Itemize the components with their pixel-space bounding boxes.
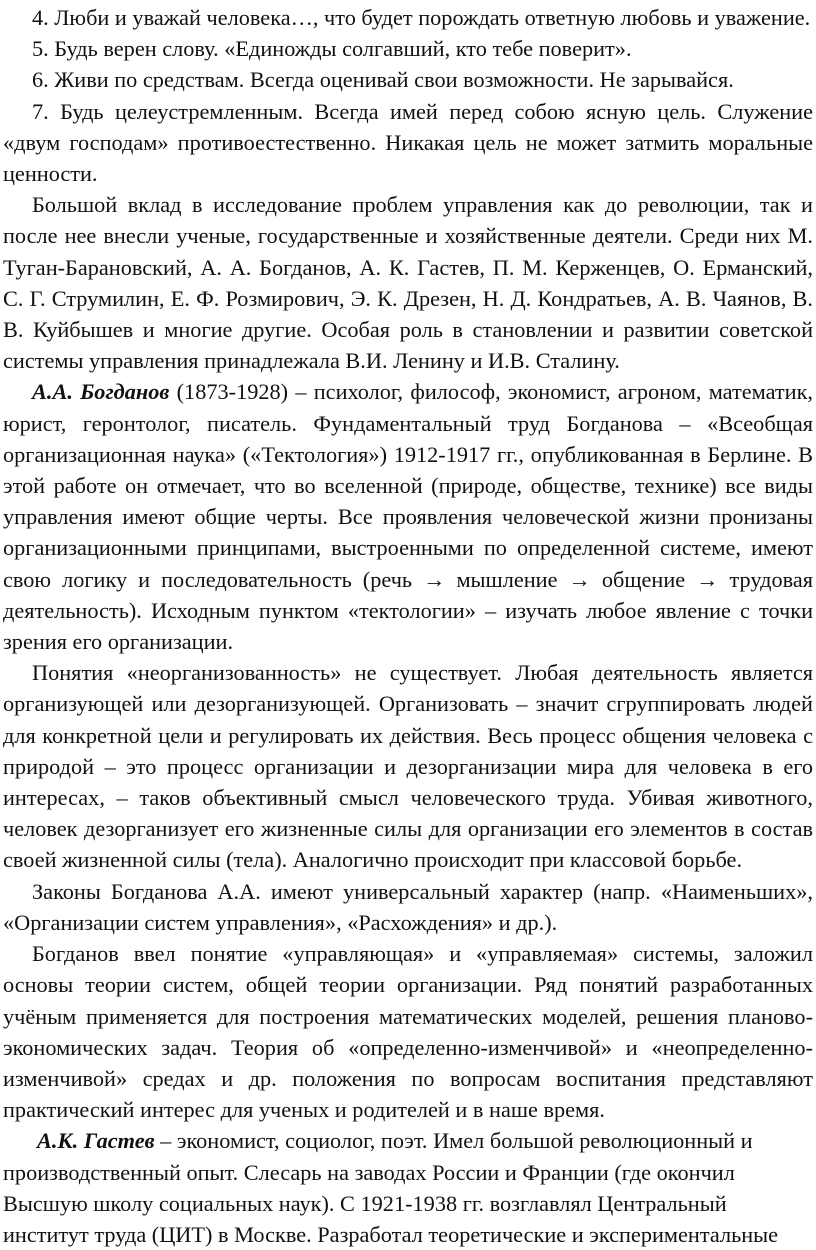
systems-paragraph: Богданов ввел понятие «управляющая» и «управляемая» системы, заложил основы теории систем, общей теории организации. Ряд понятий разработанных учёным применяется для построения математических моделей, решения планово-экономических задач. Теория об «определенно-изменчивой» и «неопределенно-изменчивой» средах и др. положения по вопросам воспитания представляют практический интерес для ученых и родителей и в наше время.	[3, 941, 813, 1123]
laws-paragraph: Законы Богданова А.А. имеют универсальный характер (напр. «Наименьших», «Организации систем управления», «Расхождения» и др.).	[3, 878, 813, 935]
bogdanov-paragraph	[3, 376, 813, 657]
organization-paragraph: Понятия «неорганизованность» не существует. Любая деятельность является организующей или дезорганизующей. Организовать – значит сгруппировать людей для конкретной цели и регулировать их действия. Весь процесс общения человека с природой – это процесс организации и дезорганизации мира для человека в его интересах, – таков объективный смысл человеческого труда. Убивая животного, человек дезорганизует его жизненные силы для организации его элементов в состав своей жизненной силы (тела). Аналогично происходит при классовой борьбе.	[3, 660, 813, 873]
rule-item-5: 5. Будь верен слову. «Единожды солгавший, кто тебе поверит».	[32, 36, 632, 62]
gastev-text: – экономист, социолог, поэт. Имел большой революционный и производственный опыт. Слесарь на заводах России и Франции (где окончил Высшую школу социальных наук). С 1921-1938 гг. возглавлял Центральный институт труда (ЦИТ) в Москве. Разработал теоретические и экспериментальные	[3, 1128, 779, 1247]
rule-item-6: 6. Живи по средствам. Всегда оценивай свои возможности. Не зарывайся.	[32, 67, 734, 93]
gastev-paragraph	[3, 1125, 813, 1250]
bogdanov-text: (1873-1928) – психолог, философ, экономист, агроном, математик, юрист, геронтолог, писатель. Фундаментальный труд Богданова – «Всеобщая организационная наука» («Тектология») 1912-1917 гг., опубликованная в Берлине. В этой работе он отмечает, что во вселенной (природе, обществе, технике) все виды управления имеют общие черты. Все проявления человеческой жизни пронизаны организационными принципами, выстроенными по определенной системе, имеют свою логику и последовательность (речь → мышление → общение → трудовая деятельность). Исходным пунктом «тектологии» – изучать любое явление с точки зрения его организации.	[3, 379, 813, 655]
gastev-name: А.К. Гастев	[37, 1128, 155, 1154]
bogdanov-name: А.А. Богданов	[32, 379, 170, 405]
rule-item-7: 7. Будь целеустремленным. Всегда имей перед собою ясную цель. Служение «двум господам» противоестественно. Никакая цель не может затмить моральные ценности.	[3, 98, 813, 187]
rule-item-4: 4. Люби и уважай человека…, что будет порождать ответную любовь и уважение.	[32, 5, 811, 30]
contributors-paragraph: Большой вклад в исследование проблем управления как до революции, так и после нее внесли ученые, государственные и хозяйственные деятели. Среди них М. Туган-Барановский, А. А. Богданов, А. К. Гастев, П. М. Керженцев, О. Ерманский, С. Г. Струмилин, Е. Ф. Розмирович, Э. К. Дрезен, Н. Д. Кондратьев, А. В. Чаянов, В. В. Куйбышев и многие другие. Особая роль в становлении и развитии советской системы управления принадлежала В.И. Ленину и И.В. Сталину.	[3, 192, 813, 374]
